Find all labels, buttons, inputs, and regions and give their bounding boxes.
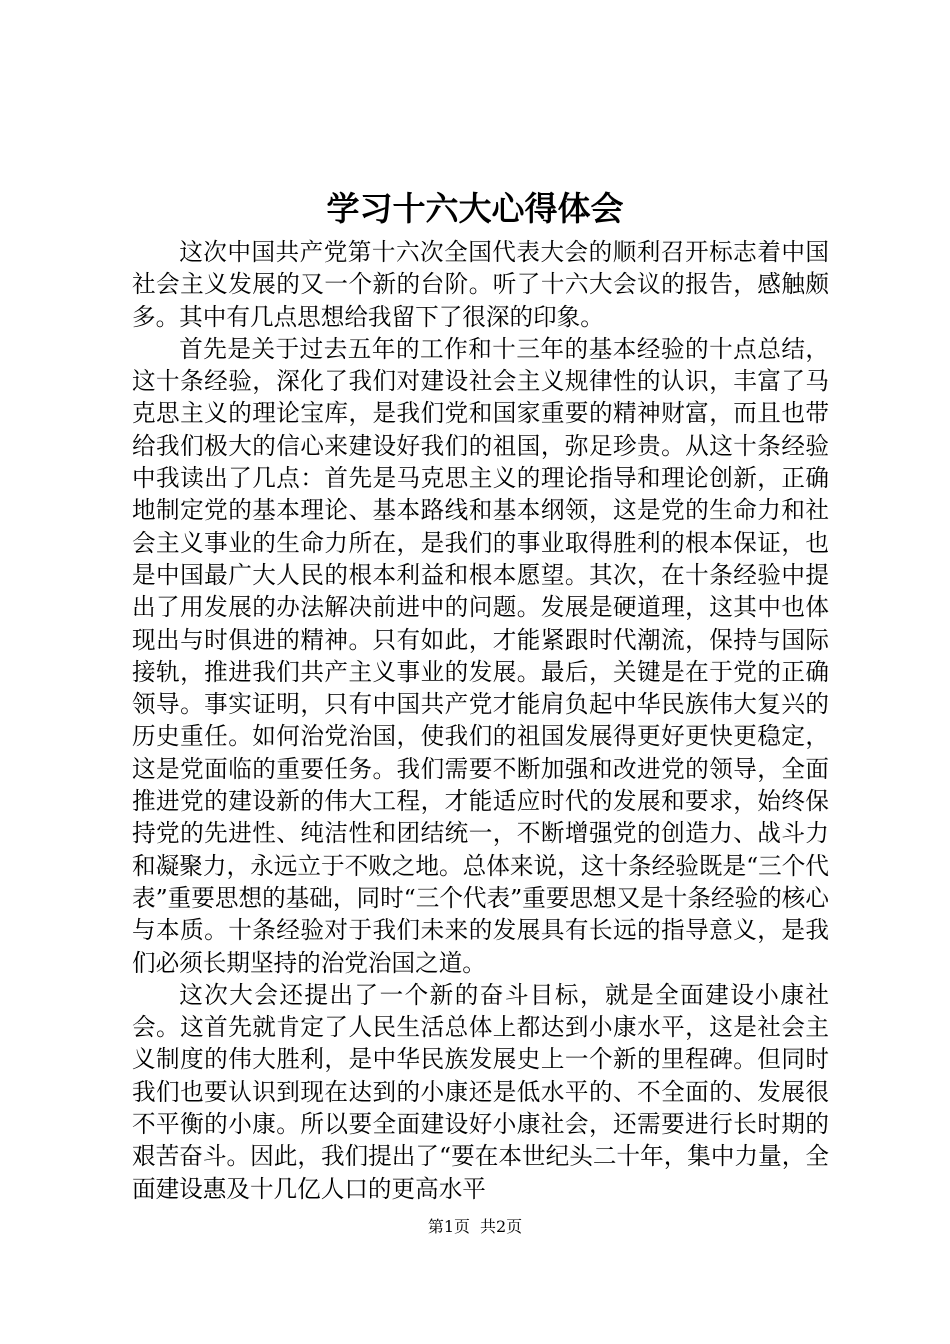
page-number: 第1页: [427, 1217, 470, 1236]
paragraph-2: 首先是关于过去五年的工作和十三年的基本经验的十点总结，这十条经验，深化了我们对建设社会主义规律性的认识，丰富了马克思主义的理论宝库，是我们党和国家重要的精神财富，而且也带给我们极大的信心来建设好我们的祖国，弥足珍贵。从这十条经验中我读出了几点：首先是马克思主义的理论指导和理论创新，正确地制定党的基本理论、基本路线和基本纲领，这是党的生命力和社会主义事业的生命力所在，是我们的事业取得胜利的根本保证，也是中国最广大人民的根本利益和根本愿望。其次，在十条经验中提出了用发展的办法解决前进中的问题。发展是硬道理，这其中也体现出与时俱进的精神。只有如此，才能紧跟时代潮流，保持与国际接轨，推进我们共产主义事业的发展。最后，关键是在于党的正确领导。事实证明，只有中国共产党才能肩负起中华民族伟大复兴的历史重任。如何治党治国，使我们的祖国发展得更好更快更稳定，这是党面临的重要任务。我们需要不断加强和改进党的领导，全面推进党的建设新的伟大工程，才能适应时代的发展和要求，始终保持党的先进性、纯洁性和团结统一，不断增强党的创造力、战斗力和凝聚力，永远立于不败之地。总体来说，这十条经验既是“三个代表”重要思想的基础，同时“三个代表”重要思想又是十条经验的核心与本质。十条经验对于我们未来的发展具有长远的指导意义，是我们必须长期坚持的治党治国之道。: [132, 334, 829, 977]
page-total: 共2页: [480, 1217, 523, 1236]
document-title: 学习十六大心得体会: [326, 189, 624, 228]
paragraph-3: 这次大会还提出了一个新的奋斗目标，就是全面建设小康社会。这首先就肯定了人民生活总体上都达到小康水平，这是社会主义制度的伟大胜利，是中华民族发展史上一个新的里程碑。但同时我们也要认识到现在达到的小康还是低水平的、不全面的、发展很不平衡的小康。所以要全面建设好小康社会，还需要进行长时期的艰苦奋斗。因此，我们提出了“要在本世纪头二十年，集中力量，全面建设惠及十几亿人口的更高水平: [132, 980, 829, 1203]
page-footer: [0, 1216, 950, 1238]
document-body: [132, 236, 829, 1205]
paragraph-1: 这次中国共产党第十六次全国代表大会的顺利召开标志着中国社会主义发展的又一个新的台阶。听了十六大会议的报告，感触颇多。其中有几点思想给我留下了很深的印象。: [132, 238, 829, 331]
